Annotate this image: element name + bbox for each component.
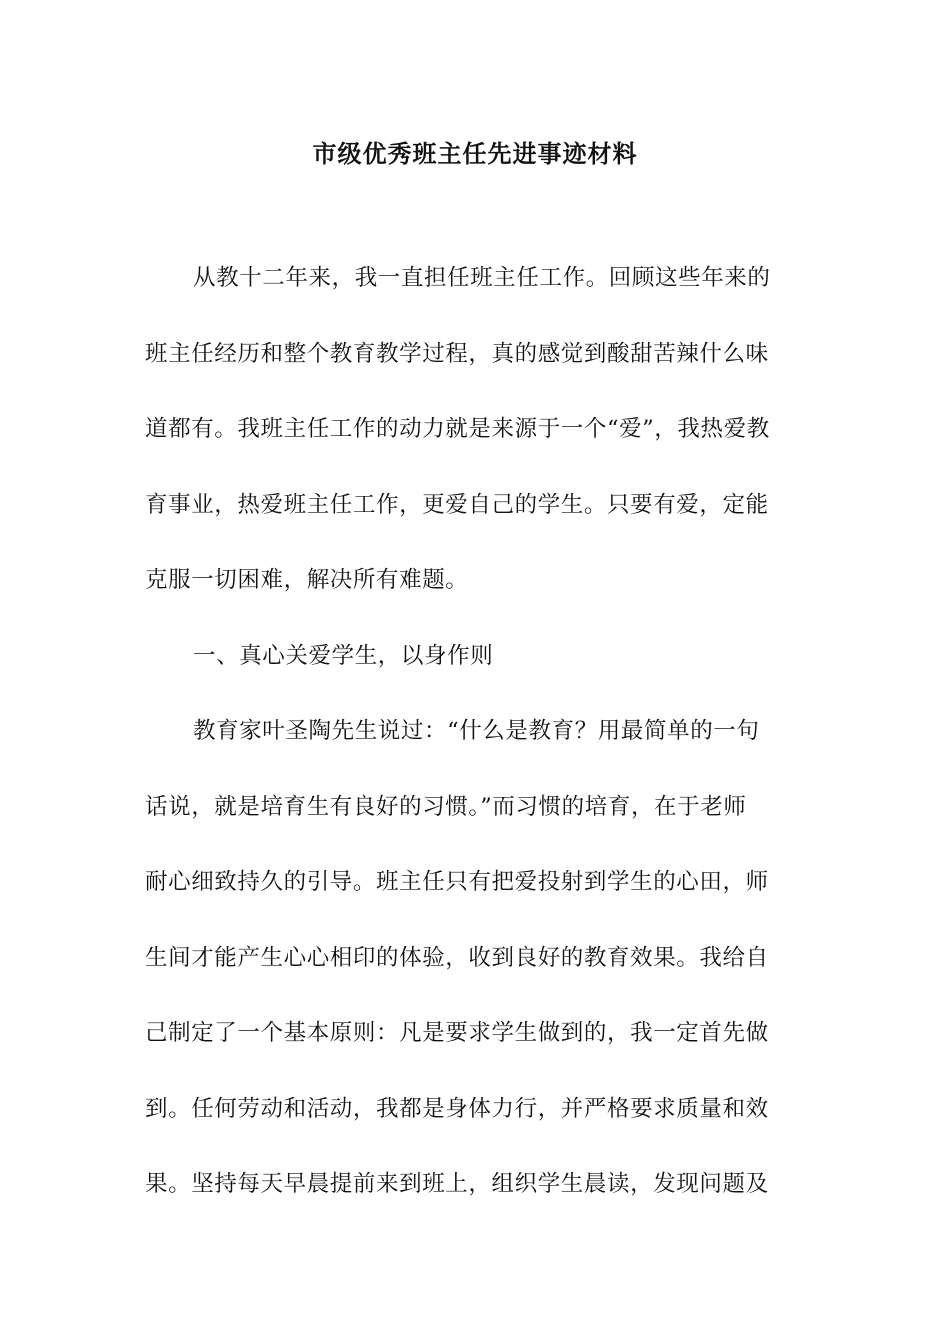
text-line: 班主任经历和整个教育教学过程，真的感觉到酸甜苦辣什么味 xyxy=(145,340,769,367)
text-line: 道都有。我班主任工作的动力就是来源于一个“爱”，我热爱教 xyxy=(145,416,770,442)
text-line: 从教十二年来，我一直担任班主任工作。回顾这些年来的 xyxy=(193,265,771,291)
text-line: 话说，就是培育生有良好的习惯。”而习惯的培育，在于老师 xyxy=(145,793,747,820)
text-line: 到。任何劳动和活动，我都是身体力行，并严格要求质量和效 xyxy=(145,1095,769,1122)
text-line: 果。坚持每天早晨提前来到班上，组织学生晨读，发现问题及 xyxy=(145,1171,769,1197)
text-line: 教育家叶圣陶先生说过：“什么是教育？用最简单的一句 xyxy=(193,718,760,744)
document-title: 市级优秀班主任先进事迹材料 xyxy=(312,139,638,168)
text-line: 耐心细致持久的引导。班主任只有把爱投射到学生的心田，师 xyxy=(145,869,769,895)
section-heading: 一、真心关爱学生，以身作则 xyxy=(193,642,494,669)
document-body xyxy=(145,255,805,1237)
text-line: 克服一切困难，解决所有难题。 xyxy=(145,567,469,593)
text-line: 己制定了一个基本原则：凡是要求学生做到的，我一定首先做 xyxy=(145,1020,769,1046)
text-line: 生间才能产生心心相印的体验，收到良好的教育效果。我给自 xyxy=(145,944,769,971)
text-line: 育事业，热爱班主任工作，更爱自己的学生。只要有爱，定能 xyxy=(145,491,769,518)
